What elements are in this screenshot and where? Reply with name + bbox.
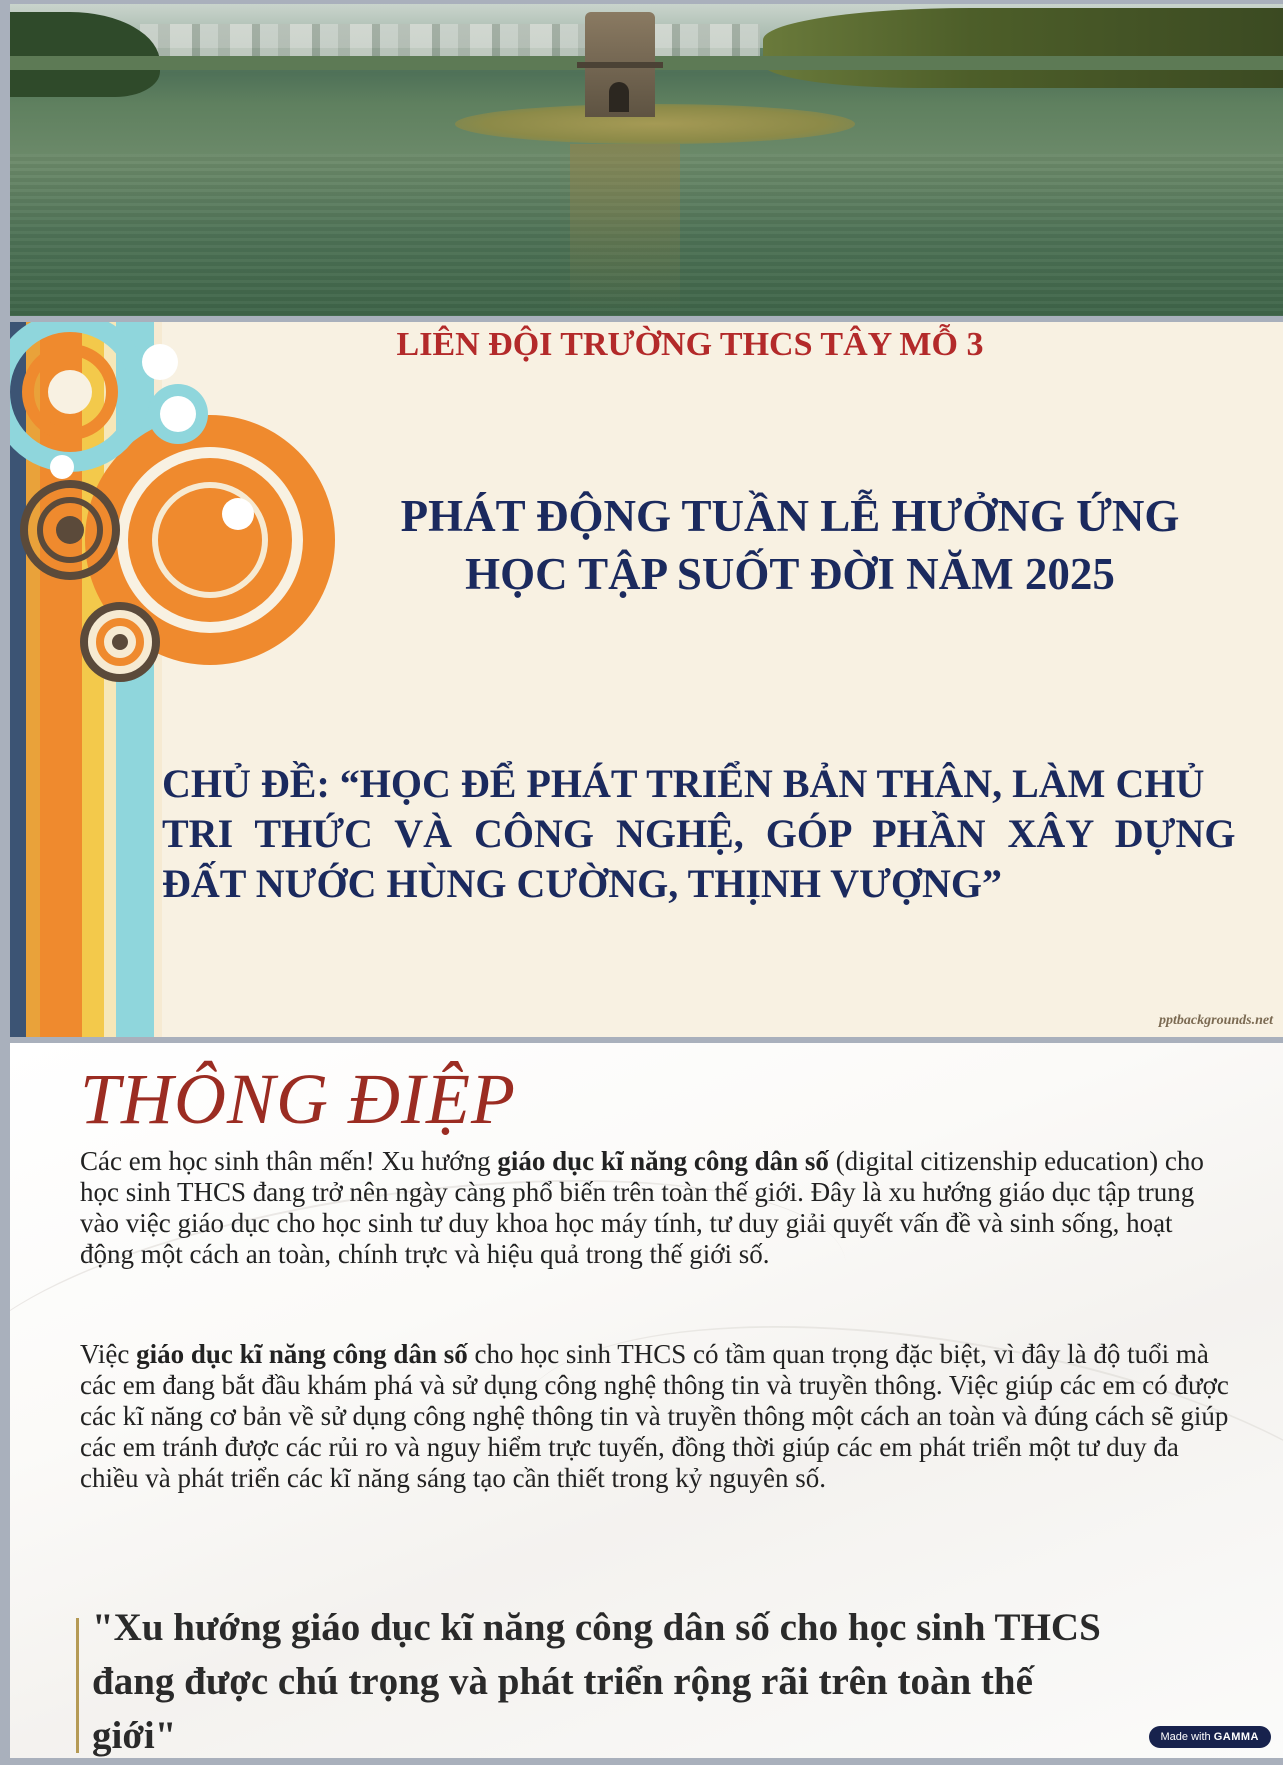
photo-trees-right bbox=[763, 8, 1283, 88]
paragraph-text: Các em học sinh thân mến! Xu hướng bbox=[80, 1146, 498, 1176]
theme-line: TRI THỨC VÀ CÔNG NGHỆ, GÓP PHẦN XÂY DỰNG bbox=[162, 811, 1236, 856]
message-paragraph-1 bbox=[80, 1146, 1230, 1270]
highlight-quote: "Xu hướng giáo dục kĩ năng công dân số cho học sinh THCS đang được chú trọng và phát triển rộng rãi trên toàn thế giới" bbox=[92, 1606, 1101, 1757]
paragraph-text: (digital citizenship education) cho học sinh THCS đang trở nên ngày càng phổ biến trên toàn thế giới. Đây là xu hướng giáo dục tập trung vào việc giáo dục cho học sinh tư duy khoa học máy tính, tư duy giải quyết vấn đề và sinh sống, hoạt động một cách an toàn, chính trực và hiệu quả trong thế giới số. bbox=[80, 1146, 1204, 1269]
theme-text bbox=[162, 759, 1282, 909]
event-title bbox=[340, 487, 1240, 603]
badge-prefix: Made with bbox=[1160, 1731, 1211, 1743]
photo-tower bbox=[585, 12, 655, 117]
circle-decoration-graphic bbox=[10, 322, 370, 1037]
message-paragraph-2 bbox=[80, 1339, 1230, 1494]
theme-line: ĐẤT NƯỚC HÙNG CƯỜNG, THỊNH VƯỢNG” bbox=[162, 861, 1003, 906]
background-credit: pptbackgrounds.net bbox=[1159, 1013, 1273, 1028]
paragraph-text: Việc bbox=[80, 1339, 137, 1369]
paragraph-text: cho học sinh THCS có tầm quan trọng đặc biệt, vì đây là độ tuổi mà các em đang bắt đầu khám phá và sử dụng công nghệ thông tin và truyền thông. Việc giúp các em có được các kĩ năng cơ bản về sử dụng công nghệ thông tin và truyền thông một cách an toàn và đúng cách sẽ giúp các em tránh được các rủi ro và nguy hiểm trực tuyến, đồng thời giúp các em phát triển một tư duy đa chiều và phát triển các kĩ năng sáng tạo cần thiết trong kỷ nguyên số. bbox=[80, 1339, 1229, 1493]
message-title: THÔNG ĐIỆP bbox=[80, 1059, 516, 1139]
photo-island bbox=[455, 104, 855, 144]
theme-line: CHỦ ĐỀ: “HỌC ĐỂ PHÁT TRIỂN BẢN THÂN, LÀM CHỦ bbox=[162, 761, 1205, 806]
title-slide bbox=[10, 322, 1283, 1037]
quote-accent-bar bbox=[76, 1618, 79, 1753]
message-slide bbox=[10, 1043, 1283, 1758]
badge-brand: GAMMA bbox=[1213, 1731, 1259, 1743]
event-title-line: HỌC TẬP SUỐT ĐỜI NĂM 2025 bbox=[465, 549, 1115, 599]
paragraph-bold-text: giáo dục kĩ năng công dân số bbox=[497, 1146, 829, 1176]
lake-photo bbox=[10, 4, 1283, 316]
photo-reflection bbox=[570, 144, 680, 316]
event-title-line: PHÁT ĐỘNG TUẦN LỄ HƯỞNG ỨNG bbox=[400, 491, 1180, 541]
paragraph-bold-text: giáo dục kĩ năng công dân số bbox=[136, 1339, 468, 1369]
school-name: LIÊN ĐỘI TRƯỜNG THCS TÂY MỖ 3 bbox=[396, 326, 984, 363]
made-with-gamma-badge[interactable] bbox=[1149, 1726, 1271, 1748]
